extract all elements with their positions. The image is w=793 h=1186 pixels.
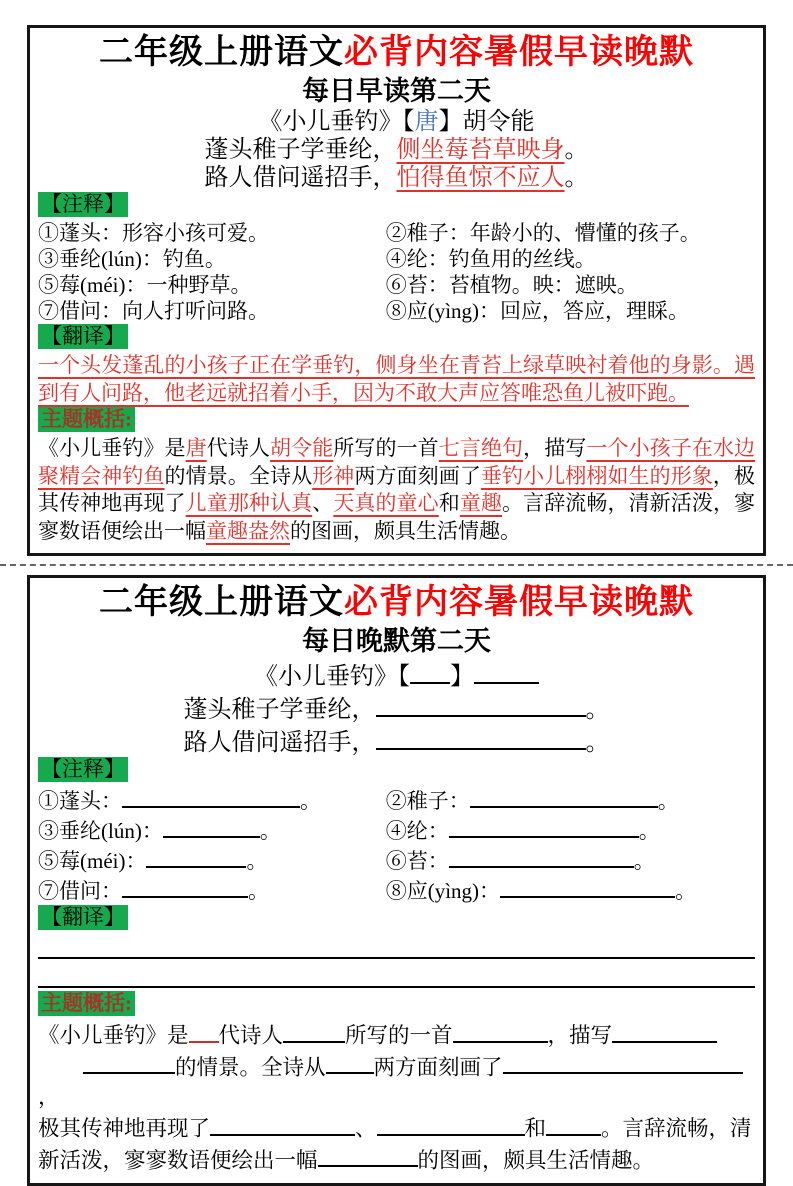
translation-paragraph xyxy=(38,352,755,407)
blank-line xyxy=(122,875,248,898)
text-line xyxy=(38,1144,755,1176)
text-segment: 新活泼，寥寥数语便绘出一幅 xyxy=(38,1148,318,1172)
evening-day-title: 每日晚默第二天 xyxy=(302,626,491,656)
text-segment: 】 xyxy=(450,664,474,690)
text-segment: 。 xyxy=(657,789,679,813)
text-segment: 。言辞流畅，清新活泼，寥寥数语便绘出一幅 xyxy=(38,491,756,543)
blank-line xyxy=(500,875,675,898)
note-row xyxy=(38,845,755,875)
blank-line xyxy=(377,1112,525,1136)
notes-label: 【注释】 xyxy=(38,192,128,217)
note-right xyxy=(386,246,755,272)
text-segment: 《小儿垂钓》【 xyxy=(258,109,415,135)
blank-line xyxy=(122,785,300,808)
note-row xyxy=(38,875,755,905)
blank-line xyxy=(83,1051,175,1075)
text-segment: 蓬头稚子学垂纶， xyxy=(204,137,397,163)
note-right xyxy=(386,845,755,875)
blank-line xyxy=(503,1051,743,1075)
text-segment: 和 xyxy=(438,491,460,515)
page-title-red-2: 必背内容暑假早读晚默 xyxy=(344,583,694,621)
text-segment: 路人借问遥招手， xyxy=(204,165,397,191)
text-segment: 】胡令能 xyxy=(438,109,535,135)
note-left xyxy=(38,785,386,815)
translation-label-row xyxy=(38,324,755,352)
note-right xyxy=(386,875,755,905)
text-line xyxy=(38,933,755,962)
blank-line xyxy=(453,1019,548,1043)
text-segment: 天真的童心 xyxy=(333,491,439,515)
text-segment: ， xyxy=(38,1085,60,1109)
text-segment: ，描写 xyxy=(547,1023,613,1048)
translation-label: 【翻译】 xyxy=(38,324,128,349)
text-segment: 《小儿垂钓》是 xyxy=(38,1023,189,1048)
text-segment: 唐 xyxy=(185,436,207,460)
blank-line xyxy=(376,691,586,717)
text-segment: ①蓬头： xyxy=(38,789,122,813)
text-segment: 极其传神地再现了 xyxy=(38,1116,211,1141)
text-segment: 代诗人 xyxy=(218,1023,284,1048)
text-segment: 一个小孩子在水边聚精会神钓鱼 xyxy=(38,436,756,488)
text-segment: ⑦借问： xyxy=(38,879,122,903)
evening-card xyxy=(27,575,766,1186)
text-line xyxy=(38,962,755,991)
text-segment: ，描写 xyxy=(523,436,587,460)
text-segment: ②稚子：年龄小的、懵懂的孩子。 xyxy=(385,221,701,245)
note-row xyxy=(38,298,755,324)
morning-card xyxy=(27,25,766,556)
text-segment: 蓬头稚子学垂纶， xyxy=(183,697,376,723)
summary-paragraph xyxy=(38,435,755,545)
text-segment: ③垂纶(lún)：钓鱼。 xyxy=(38,247,226,271)
text-segment: 垂钓小儿栩栩如生的形象 xyxy=(480,463,713,488)
text-line xyxy=(38,435,755,545)
text-segment: 七言绝句 xyxy=(438,436,524,460)
note-left xyxy=(38,272,386,298)
text-segment: 。 xyxy=(259,819,281,843)
blank-line xyxy=(283,1019,345,1043)
text-segment: 路人借问遥招手， xyxy=(183,730,376,756)
note-row xyxy=(38,785,755,815)
morning-day-title: 每日早读第二天 xyxy=(302,76,491,106)
blank-line xyxy=(449,845,634,868)
summary-label-row-2 xyxy=(38,991,755,1019)
page-title-black-2: 二年级上册语文 xyxy=(99,583,344,621)
text-segment: ⑤莓(méi)： xyxy=(38,849,147,873)
poem-line-1-blank xyxy=(38,691,755,724)
note-right xyxy=(386,220,755,246)
text-segment: 和 xyxy=(524,1116,547,1141)
text-segment: ④纶： xyxy=(385,819,449,843)
translation-blank-lines xyxy=(38,933,755,991)
blank-line xyxy=(163,815,260,838)
text-segment: 的情景。全诗从 xyxy=(175,1055,326,1079)
text-segment: 儿童那种认真 xyxy=(185,491,313,515)
notes-label-row-2 xyxy=(38,757,755,785)
text-segment: 所写的一首 xyxy=(333,436,439,460)
text-segment: ④纶：钓鱼用的丝线。 xyxy=(385,247,596,271)
note-left xyxy=(38,220,386,246)
blank-line xyxy=(470,785,658,808)
poem-line-2-blank xyxy=(38,724,755,757)
text-segment: ①蓬头：形容小孩可爱。 xyxy=(38,221,269,245)
text-segment: 。 xyxy=(633,849,655,873)
text-segment: 侧坐莓苔草映身 xyxy=(396,137,565,163)
blank-line xyxy=(449,815,639,838)
text-segment: ②稚子： xyxy=(385,789,470,813)
note-row xyxy=(38,220,755,246)
blank-line xyxy=(376,724,586,750)
text-segment: 的情景。全诗从 xyxy=(164,463,313,488)
notes-list xyxy=(38,220,755,324)
translation-label-row-2 xyxy=(38,905,755,933)
text-segment: ⑧应(yìng)：回应，答应，理睬。 xyxy=(385,299,690,323)
blank-line xyxy=(326,1051,374,1075)
note-right xyxy=(386,815,755,845)
note-left xyxy=(38,246,386,272)
blank-line xyxy=(38,933,755,959)
blank-line xyxy=(612,1019,717,1043)
page-title-red: 必背内容暑假早读晚默 xyxy=(344,33,694,71)
summary-label-row xyxy=(38,407,755,435)
text-line xyxy=(38,1051,755,1113)
poem-line-1 xyxy=(38,136,755,164)
text-segment: 代诗人 xyxy=(206,436,271,460)
poem-title-line-blank xyxy=(38,658,755,691)
text-segment: ⑦借问：向人打听问路。 xyxy=(38,299,269,323)
blank-line xyxy=(474,658,539,684)
note-right xyxy=(386,785,755,815)
note-row xyxy=(38,815,755,845)
notes-label-row xyxy=(38,192,755,220)
text-segment: ⑥苔：苔植物。映：遮映。 xyxy=(385,273,638,297)
notes-label-2: 【注释】 xyxy=(38,757,128,782)
text-segment: 怕得鱼惊不应人 xyxy=(396,165,565,191)
text-segment: 。 xyxy=(585,697,610,723)
note-left xyxy=(38,815,386,845)
text-segment: 胡令能 xyxy=(270,436,334,460)
blank-line xyxy=(210,1112,355,1136)
note-row xyxy=(38,246,755,272)
notes-list-blank xyxy=(38,785,755,905)
text-segment: 的图画，颇具生活情趣。 xyxy=(417,1148,655,1172)
note-right xyxy=(386,298,755,324)
text-segment: 。 xyxy=(300,789,321,813)
text-segment: ⑧应(yìng)： xyxy=(385,879,501,903)
text-segment: 两方面刻画了 xyxy=(373,1055,503,1079)
summary-label-2: 主题概括: xyxy=(38,991,135,1016)
note-left xyxy=(38,845,386,875)
blank-line xyxy=(318,1144,418,1168)
text-segment: ⑥苔： xyxy=(385,849,449,873)
text-segment: 、 xyxy=(355,1116,377,1141)
text-line xyxy=(38,1019,755,1051)
text-segment: 。言辞流畅，清 xyxy=(601,1116,752,1141)
text-line xyxy=(38,1112,755,1144)
text-segment: 。 xyxy=(246,849,268,873)
page-title-2 xyxy=(38,580,755,625)
note-row xyxy=(38,272,755,298)
section-divider xyxy=(0,564,793,566)
text-segment: 。 xyxy=(564,165,589,191)
translation-label-2: 【翻译】 xyxy=(38,905,128,930)
text-segment: 《小儿垂钓》是 xyxy=(38,436,186,460)
text-segment: 一个头发蓬乱的小孩子正在学垂钓，侧身坐在青苔上绿草映衬着他的身影。遇到有人问路，他老远就招着小手，因为不敢大声应答唯恐鱼儿被吓跑。 xyxy=(38,353,755,405)
text-segment: 《小儿垂钓》【 xyxy=(254,664,410,690)
note-left xyxy=(38,298,386,324)
text-segment: 。 xyxy=(585,730,610,756)
page-title xyxy=(38,30,755,75)
note-right xyxy=(386,272,755,298)
blank-line xyxy=(38,962,755,988)
text-line xyxy=(38,352,755,407)
blank-line xyxy=(546,1112,601,1136)
text-segment: ，极其传神地再现了 xyxy=(38,463,756,515)
blank-line xyxy=(146,845,246,868)
text-segment: ③垂纶(lún)： xyxy=(38,819,163,843)
note-left xyxy=(38,875,386,905)
blank-line xyxy=(410,658,450,684)
text-segment: 。 xyxy=(638,819,660,843)
text-segment: 。 xyxy=(675,879,697,903)
summary-paragraph-blank xyxy=(38,1019,755,1175)
text-segment: 唐 xyxy=(414,109,439,135)
blank-line xyxy=(189,1019,219,1043)
text-segment: 童趣盎然 xyxy=(206,518,290,543)
text-segment: 童趣 xyxy=(459,491,503,515)
text-segment: 、 xyxy=(312,491,334,515)
text-segment: 两方面刻画了 xyxy=(354,463,481,488)
text-segment: 。 xyxy=(564,137,589,163)
poem-line-2 xyxy=(38,164,755,192)
text-segment: 的图画，颇具生活情趣。 xyxy=(290,518,521,543)
text-segment: ⑤莓(méi)：一种野草。 xyxy=(38,273,252,297)
text-segment: 。 xyxy=(248,879,269,903)
text-segment: 形神 xyxy=(312,463,355,488)
page-title-black: 二年级上册语文 xyxy=(99,33,344,71)
text-segment: 所写的一首 xyxy=(345,1023,453,1048)
summary-label: 主题概括: xyxy=(38,407,135,432)
poem-title-line xyxy=(38,108,755,136)
